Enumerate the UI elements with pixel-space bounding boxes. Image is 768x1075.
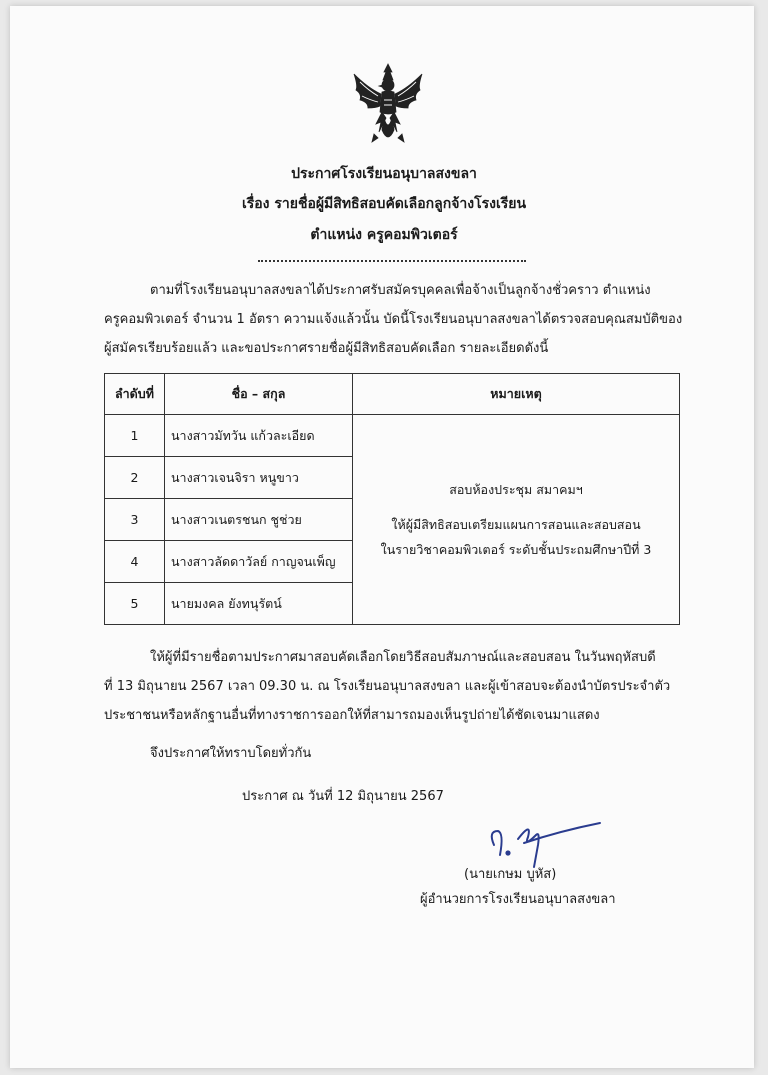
intro-line-2: ครูคอมพิวเตอร์ จำนวน 1 อัตรา ความแจ้งแล้วนั้น บัดนี้โรงเรียนอนุบาลสงขลาได้ตรวจสอบคุณสมบัติของ (104, 312, 683, 327)
remark-cell (353, 415, 680, 625)
candidate-table (104, 373, 680, 625)
signatory-title: ผู้อำนวยการโรงเรียนอนุบาลสงขลา (420, 892, 616, 907)
announcement-position: ตำแหน่ง ครูคอมพิวเตอร์ (310, 227, 458, 243)
remark-line-1: สอบห้องประชุม สมาคมฯ (449, 482, 583, 497)
closing-statement: จึงประกาศให้ทราบโดยทั่วกัน (150, 746, 312, 761)
instruction-line-2: ที่ 13 มิถุนายน 2567 เวลา 09.30 น. ณ โรงเรียนอนุบาลสงขลา และผู้เข้าสอบจะต้องนำบัตรประจำตัว (104, 679, 671, 694)
garuda-emblem-icon (348, 60, 428, 150)
dotted-divider (258, 260, 526, 266)
intro-line-1: ตามที่โรงเรียนอนุบาลสงขลาได้ประกาศรับสมัครบุคคลเพื่อจ้างเป็นลูกจ้างชั่วคราว ตำแหน่ง (150, 283, 651, 298)
instruction-line-1: ให้ผู้ที่มีรายชื่อตามประกาศมาสอบคัดเลือกโดยวิธีสอบสัมภาษณ์และสอบสอน ในวันพฤหัสบดี (150, 650, 656, 665)
row-name: นางสาวเจนจิรา หนูขาว (165, 457, 353, 499)
row-number: 5 (105, 583, 165, 625)
table-header-row (105, 374, 680, 415)
header-name: ชื่อ – สกุล (165, 374, 353, 415)
announcement-date: ประกาศ ณ วันที่ 12 มิถุนายน 2567 (242, 789, 444, 804)
row-number: 1 (105, 415, 165, 457)
row-name: นางสาวลัดดาวัลย์ กาญจนเพ็ญ (165, 541, 353, 583)
header-order: ลำดับที่ (105, 374, 165, 415)
row-number: 2 (105, 457, 165, 499)
remark-line-3: ในรายวิชาคอมพิวเตอร์ ระดับชั้นประถมศึกษาปีที่ 3 (380, 542, 652, 557)
remark-line-2: ให้ผู้มีสิทธิสอบเตรียมแผนการสอนและสอบสอน (391, 517, 641, 532)
intro-line-3: ผู้สมัครเรียบร้อยแล้ว และขอประกาศรายชื่อผู้มีสิทธิสอบคัดเลือก รายละเอียดดังนี้ (104, 341, 549, 356)
announcement-subject: เรื่อง รายชื่อผู้มีสิทธิสอบคัดเลือกลูกจ้างโรงเรียน (241, 196, 527, 212)
announcement-title: ประกาศโรงเรียนอนุบาลสงขลา (291, 166, 477, 182)
row-number: 4 (105, 541, 165, 583)
signatory-name: (นายเกษม บูหัส) (464, 867, 557, 882)
header-note: หมายเหตุ (353, 374, 680, 415)
row-number: 3 (105, 499, 165, 541)
table-row (105, 415, 680, 457)
instruction-line-3: ประชาชนหรือหลักฐานอื่นที่ทางราชการออกให้ที่สามารถมองเห็นรูปถ่ายได้ชัดเจนมาแสดง (104, 708, 600, 723)
row-name: นางสาวเนตรชนก ชูช่วย (165, 499, 353, 541)
row-name: นายมงคล ยังทนุรัตน์ (165, 583, 353, 625)
row-name: นางสาวมัทวัน แก้วละเอียด (165, 415, 353, 457)
